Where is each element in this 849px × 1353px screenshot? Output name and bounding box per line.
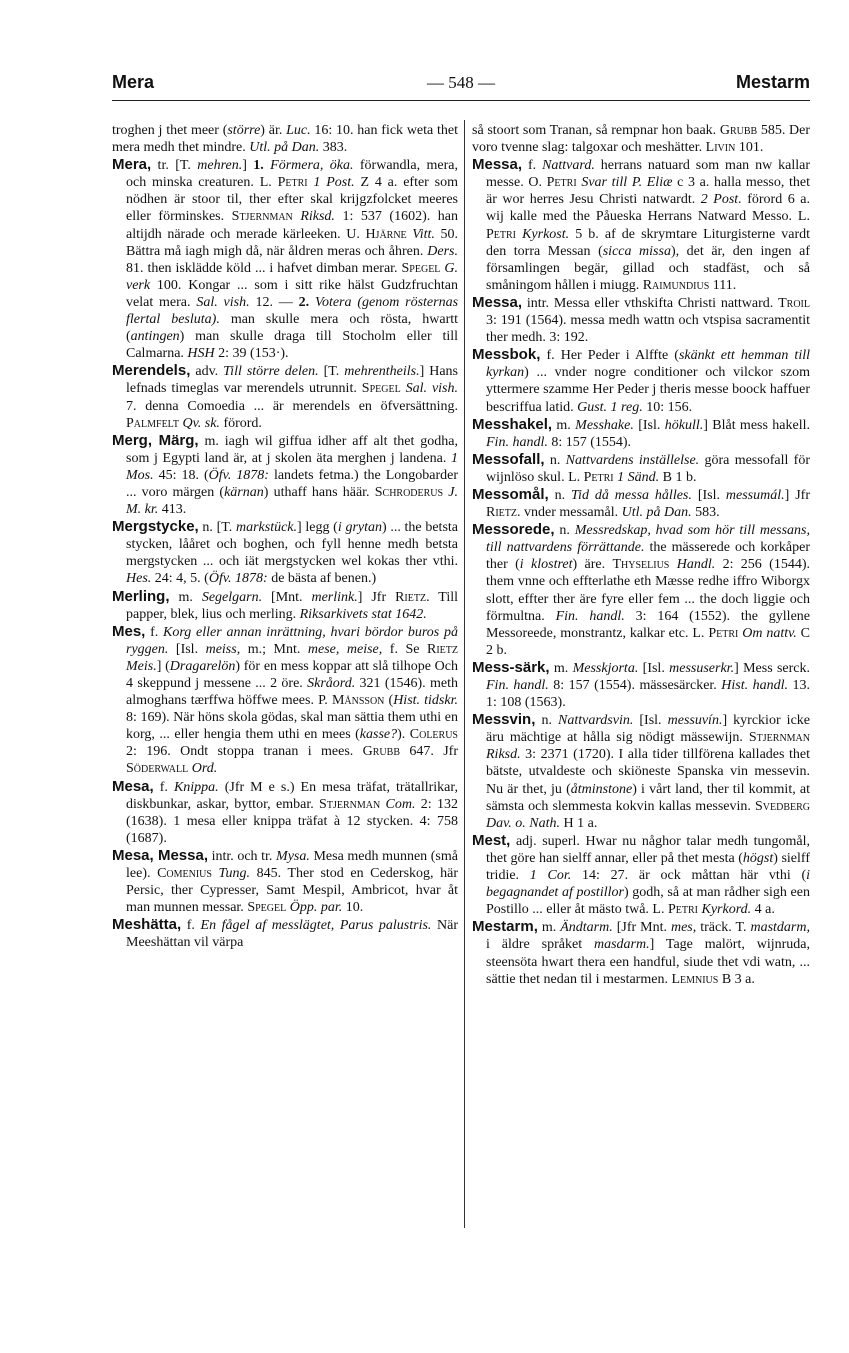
page-header [112,72,810,98]
dictionary-entry [112,432,458,518]
dictionary-entry [472,832,810,918]
entry-headword: Mestarm, [472,918,538,936]
entry-headword: Mesa, [112,777,154,795]
dictionary-entry [112,122,458,156]
dictionary-entry [112,916,458,951]
entry-text: m. Messhake. [Isl. hökull.] Blåt mess hakell. Fin. handl. 8: 157 (1554). [486,417,810,450]
header-last-headword: Mestarm [735,72,810,92]
dictionary-entry [112,362,458,431]
entry-headword: Messhakel, [472,415,553,433]
entry-text: m. Segelgarn. [Mnt. merlink.] Jfr Rietz. Till papper, blek, lius och merling. Riksarkivets stat 1642. [126,589,459,622]
dictionary-entry [472,451,810,486]
dictionary-entry [472,521,810,659]
dictionary-entry [472,416,810,451]
dictionary-entry [472,346,810,415]
dictionary-entry [112,778,458,847]
entry-text: n. Nattvardens inställelse. göra messofall för wijnlöso skul. L. Petri 1 Sänd. B 1 b. [486,452,810,485]
column-divider [464,120,465,1228]
entry-headword: Merling, [112,587,170,605]
dictionary-entry [472,156,810,294]
entry-text: intr. och tr. Mysa. Mesa medh munnen (små lee). Comenius Tung. 845. Ther stod en Cederskog, här Persic, ther Cypresser, Samt Mespil, Ambricot, hvar åt man munnen messar. Spegel Öpp. par. 10. [126,848,458,916]
header-first-headword: Mera [112,72,155,92]
entry-text: m. Messkjorta. [Isl. messuserkr.] Mess serck. Fin. handl. 8: 157 (1554). mässesärcker. Hist. handl. 13. 1: 108 (1563). [486,660,810,711]
entry-headword: Mera, [112,156,152,174]
entry-text: f. Knippa. (Jfr M e s.) En mesa träfat, trätallrikar, diskbunkar, askar, byttor, embar. Stjernman Com. 2: 132 (1638). 1 mesa eller knippa träfat à 12 stycken. 4: 758 (1687). [126,779,459,846]
entry-text: n. Messredskap, hvad som hör till messans, till nattvardens förrättande. the mässerede och korkåper ther (i klostret) äre. Thyselius Handl. 2: 256 (1544). them vnne och effterlathe eth Mæsse redhe iffro Wiborgx slott, effter ther äre fyre eller fem ... the doch liggie och förmultna. Fin. handl. 3: 164 (1552). the gyllene Messoreede, monstrantz, kalkar etc. L. Petri Om nattv. C 2 b. [486,523,811,658]
entry-text: adv. Till större delen. [T. mehrentheils.] Hans lefnads timeglas var merendels utrunnit. Spegel Sal. vish. 7. denna Comoedia ... är merendels en öfversättning. Palmfelt Qv. sk. förord. [126,364,459,431]
dictionary-entry [112,588,458,623]
entry-headword: Mergstycke, [112,518,199,536]
entry-headword: Messa, [472,156,523,174]
dictionary-entry [472,659,810,711]
entry-headword: Messomål, [472,485,549,503]
entry-text: n. [T. markstück.] legg (i grytan) ... the betsta stycken, lååret och boghen, och fyll henne medh betsta mergstycken ... och iät mergstycken wel kokas ther vthi. Hes. 24: 4, 5. (Öfv. 1878: de bästa af benen.) [126,520,458,587]
entry-text: troghen j thet meer (större) är. Luc. 16: 10. han fick weta thet mera medh thet mindre. Utl. på Dan. 383. [112,123,459,156]
header-rule [112,100,810,101]
entry-headword: Mes, [112,622,146,640]
dictionary-entry [472,918,810,987]
entry-text: f. Her Peder i Alffte (skänkt ett hemman till kyrkan) ... vnder nogre conditioner och vilckor szom yttermere szamme Her Peder j theris messe boock haffuer bescriffua latid. Gust. 1 reg. 10: 156. [486,348,810,415]
entry-text: adj. superl. Hwar nu någhor talar medh tungomål, thet göre han sielff annar, eller på thet mesta (högst) sielff tridie. 1 Cor. 14: 27. är ock måttan här vthi (i begagnandet af postillor) godh, så at man rådher sigh een Postillo ... eller åt mästo twå. L. Petri Kyrkord. 4 a. [486,833,811,918]
dictionary-entry [472,711,810,832]
dictionary-entry [112,518,458,587]
dictionary-entry [112,623,458,778]
entry-text: n. Tid då messa hålles. [Isl. messumál.] Jfr Rietz. vnder messamål. Utl. på Dan. 583. [486,487,810,521]
page-number: — 548 — [427,73,495,92]
entry-headword: Messa, [472,293,523,311]
entry-headword: Merg, Märg, [112,431,199,449]
dictionary-entry [472,122,810,156]
dictionary-entry [112,847,458,916]
entry-headword: Mest, [472,831,511,849]
dictionary-entry [472,294,810,346]
entry-headword: Mess-särk, [472,658,550,676]
entry-text: f. En fågel af messlägtet, Parus palustris. När Meeshättan vil värpa [126,918,458,951]
entry-text: f. Korg eller annan inrättning, hvari bördor buros på ryggen. [Isl. meiss, m.; Mnt. mese, meise, f. Se Rietz Meis.] (Dragarelön) för en mess koppar att slå tilhope Och 4 skeppund j messene ... 2 öre. Skråord. 321 (1546). meth almoghans tærffwa höffwe mees. P. Månsson (Hist. tidskr. 8: 169). När höns skola gödas, skal man sättia them uthi en korg, ... eller hengia them uthi en mees (kasse?). Colerus 2: 196. Ondt stoppa tranan i mees. Grubb 647. Jfr Söderwall Ord. [126,624,459,777]
entry-headword: Meshätta, [112,916,182,934]
entry-text: så stoort som Tranan, så rempnar hon baak. Grubb 585. Der voro tvenne slag: talgoxar och meshätter. Livin 101. [472,123,810,156]
entry-text: m. iagh wil giffua idher aff alt thet godha, som j Egypti land är, at j skolen äta merghen j landena. 1 Mos. 45: 18. (Öfv. 1878: landets fetma.) the Longobarder ... voro märgen (kärnan) uthaff hans häär. Schroderus J. M. kr. 413. [126,433,458,518]
left-column [112,122,458,952]
entry-text: tr. [T. mehren.] 1. Förmera, öka. förwandla, mera, och minska creaturen. L. Petri 1 Post. Z 4 a. efter som nödhen är stoor til, ther efter skal krijgzfolcket meeres eller förminskes. Stjernman Riksd. 1: 537 (1602). han altijdh närade och merade kärleeken. U. Hjärne Vitt. 50. Bättra må iagh migh då, när åldren meras och åhren. Ders. 81. then isklädde köld ... i hafvet dimban merar. Spegel G. verk 100. Kongar ... som i sitt rike hälst Gudzfruchtan velat mera. Sal. vish. 12. — 2. Votera (genom rösternas flertal besluta). man skulle mera och rösta, hwartt (antingen) man skulle draga till Stocholm eller till Calmarna. HSH 2: 39 (153·). [126,158,459,362]
entry-text: m. Ändtarm. [Jfr Mnt. mes, träck. T. mastdarm, i äldre språket masdarm.] Tage malört, wijnruda, steensöta hwart thera een handful, siude thet vdi watn, ... sättie thet nedan til i mestarmen. Lemnius B 3 a. [486,920,810,987]
entry-headword: Messvin, [472,711,536,729]
right-column [472,122,810,988]
entry-text: intr. Messa eller vthskifta Christi nattward. Troil 3: 191 (1564). messa medh wattn och vtspisa sacramentit ther medh. 3: 192. [486,295,810,346]
entry-headword: Messbok, [472,346,541,364]
entry-headword: Mesa, Messa, [112,846,208,864]
entry-headword: Messorede, [472,521,555,539]
dictionary-entry [112,156,458,362]
entry-text: f. Nattvard. herrans natuard som man nw kallar messe. O. Petri Svar till P. Eliæ c 3 a. halla messo, thet är wor herres Jesu Christi natwardt. 2 Post. förord 6 a. wij kalle med the Påueska Herrans Natward Messo. L. Petri Kyrkost. 5 b. af de skrymtare Liturgisterne vardt den torra Messan (sicca missa), det är, den ingen af församlingen begär, gillad och stadfäst, och så småningom hållen i miugg. Raimundius 111. [486,158,811,293]
entry-text: n. Nattvardsvin. [Isl. messuvín.] kyrckior icke äru mächtige at hålla sig nödigt mässewijn. Stjernman Riksd. 3: 2371 (1720). I alla tider tillförena kallades thet bätste, utvaldeste och skiöneste Spanska vin messevin. Nu är thet, ju (åtminstone) i vårt land, ther til kommit, at sämsta och slemmesta kokvin kallas messevin. Svedberg Dav. o. Nath. H 1 a. [486,713,810,831]
entry-headword: Messofall, [472,450,545,468]
entry-headword: Merendels, [112,362,191,380]
dictionary-entry [472,486,810,521]
